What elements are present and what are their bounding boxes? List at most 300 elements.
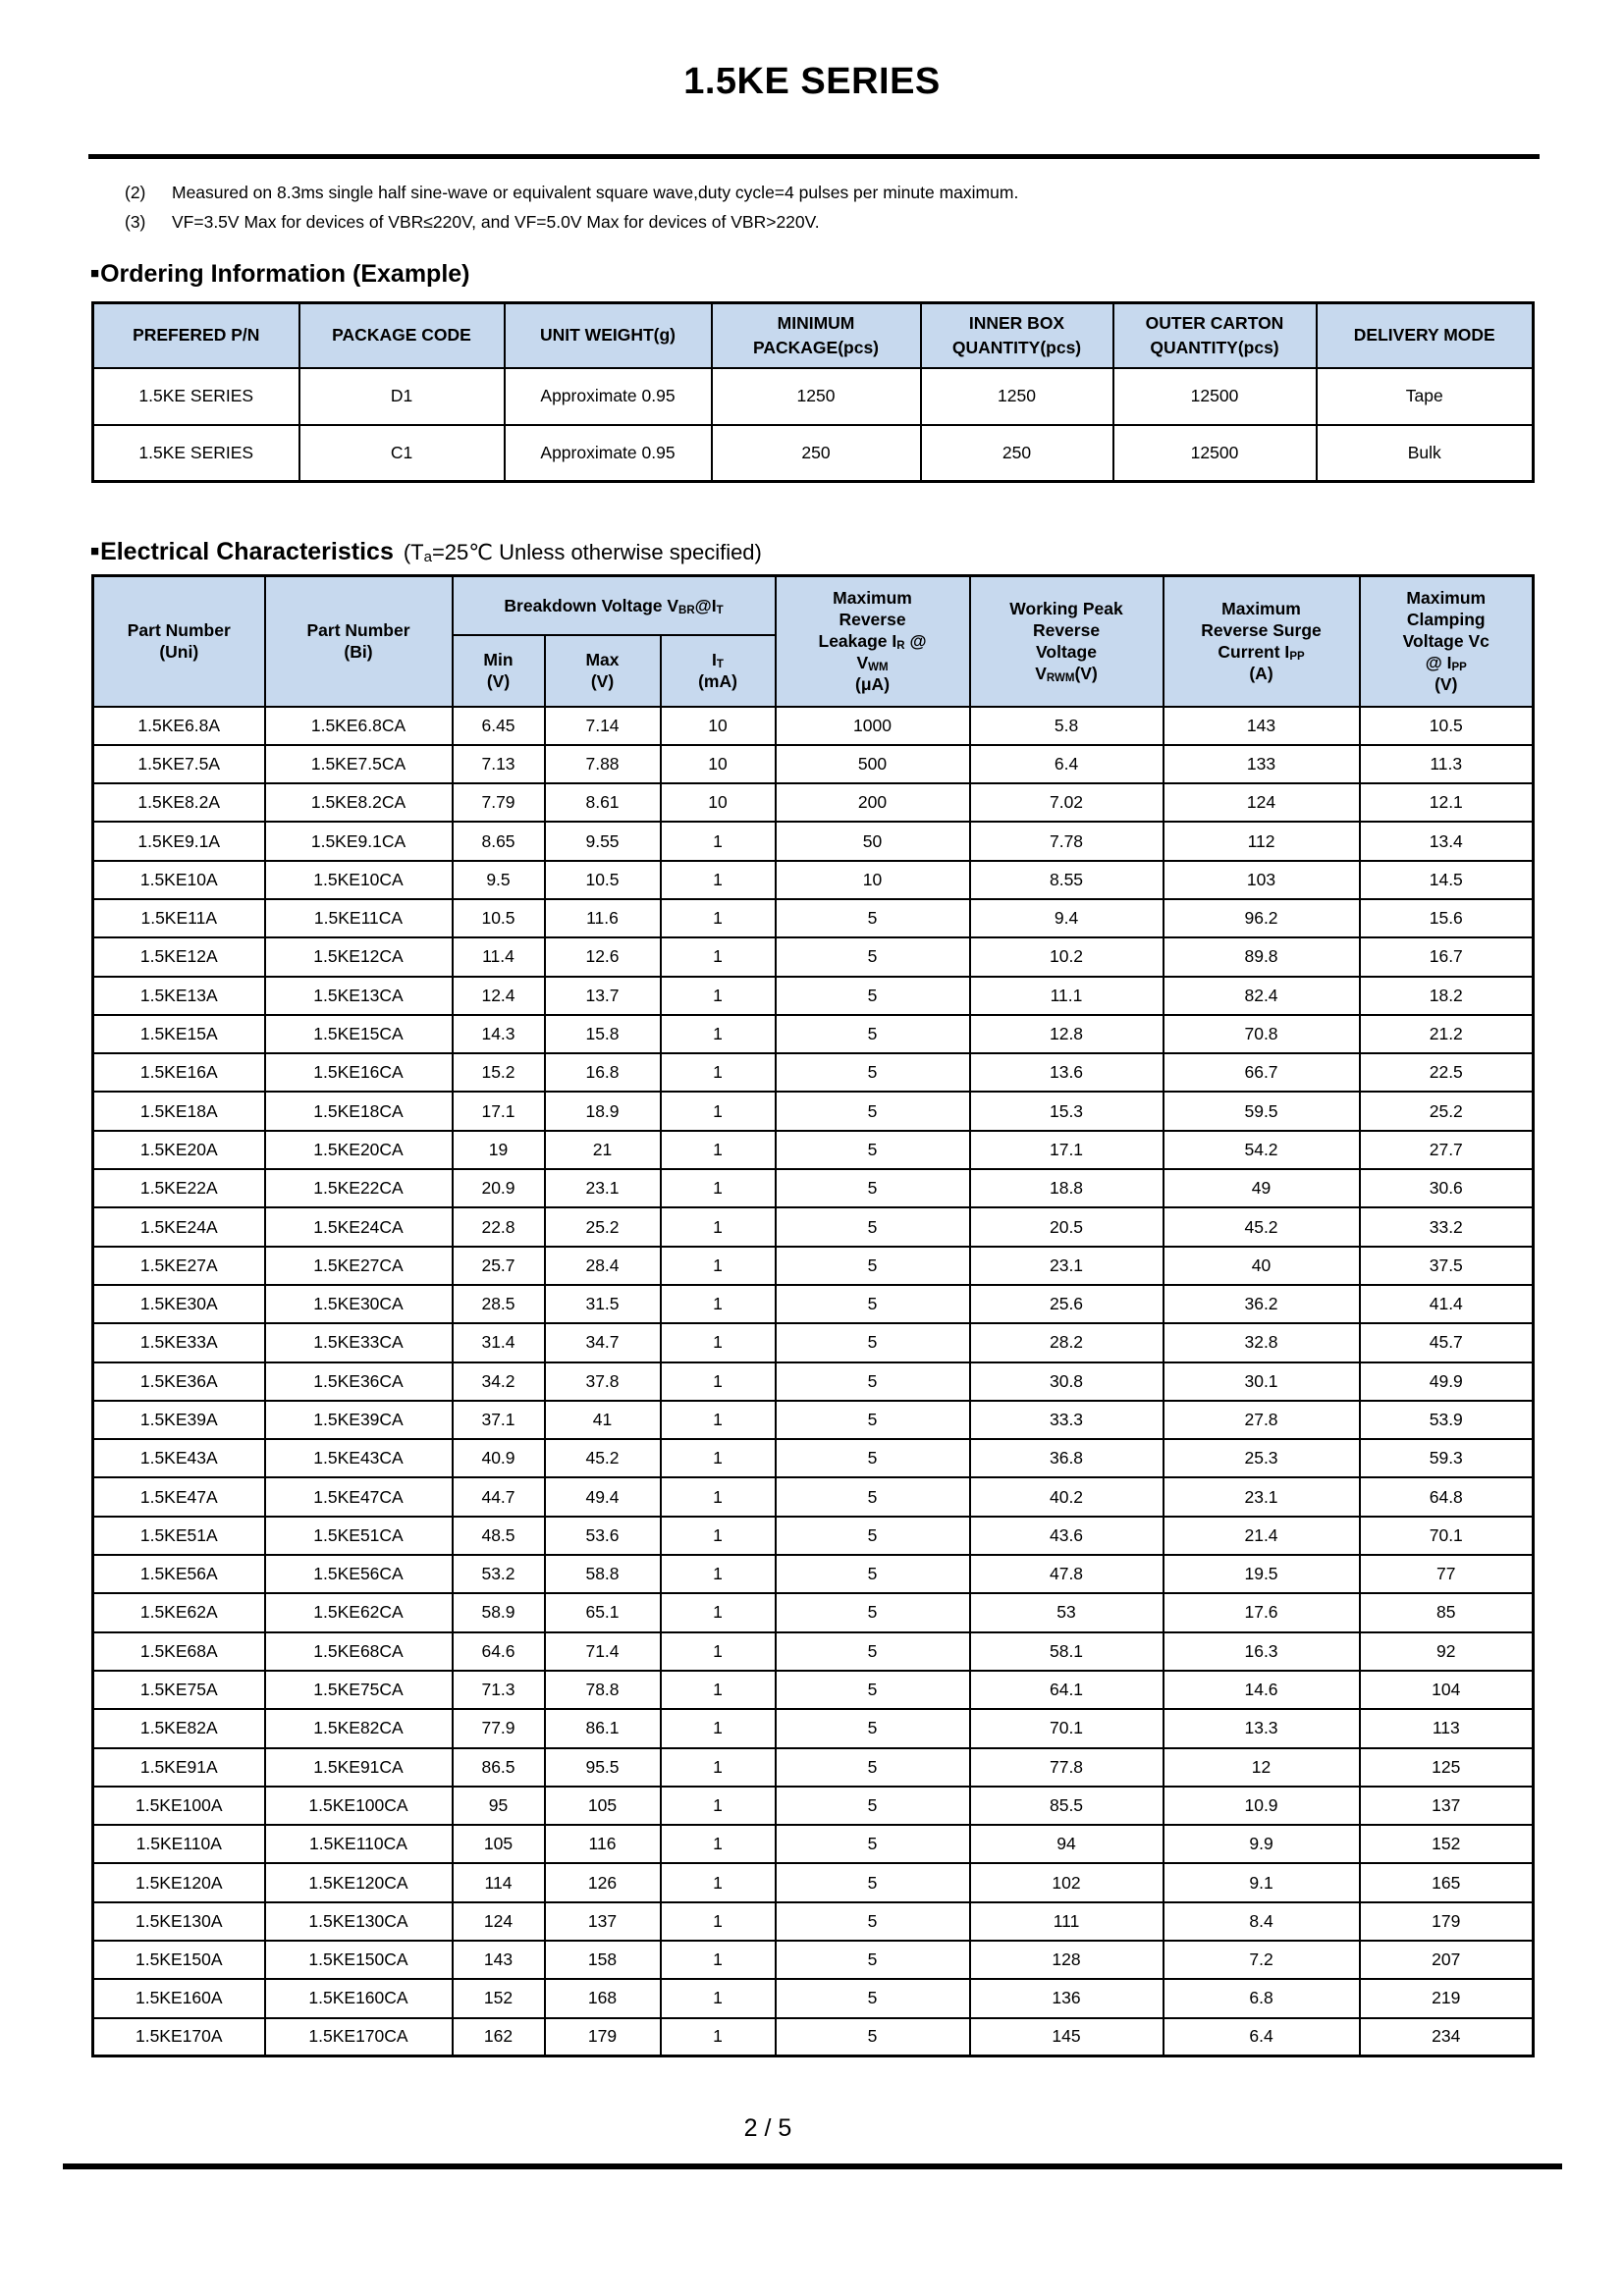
table-cell: 17.6 xyxy=(1164,1593,1360,1631)
table-cell: 11.3 xyxy=(1360,745,1534,783)
table-cell: 10 xyxy=(776,861,970,899)
table-cell: 1.5KE27A xyxy=(93,1247,265,1285)
table-cell: 5 xyxy=(776,1053,970,1092)
table-cell: 9.55 xyxy=(545,822,661,860)
electrical-table-row xyxy=(93,1053,1534,1092)
table-cell: 1 xyxy=(661,1247,776,1285)
table-cell: 143 xyxy=(453,1941,545,1979)
table-cell: 5 xyxy=(776,1401,970,1439)
table-cell: 36.2 xyxy=(1164,1285,1360,1323)
table-cell: 77 xyxy=(1360,1555,1534,1593)
col-header-inner-box-quantity: INNER BOX QUANTITY(pcs) xyxy=(921,303,1113,368)
table-cell: 44.7 xyxy=(453,1477,545,1516)
table-cell: 5 xyxy=(776,1825,970,1863)
table-cell: 86.5 xyxy=(453,1748,545,1787)
electrical-table-row xyxy=(93,1787,1534,1825)
table-cell: 5 xyxy=(776,1015,970,1053)
table-cell: D1 xyxy=(299,368,505,425)
table-cell: 1.5KE13CA xyxy=(265,977,453,1015)
table-cell: 5 xyxy=(776,1787,970,1825)
table-cell: 1.5KE30CA xyxy=(265,1285,453,1323)
table-cell: 53 xyxy=(970,1593,1164,1631)
table-cell: 54.2 xyxy=(1164,1131,1360,1169)
col-header-unit-weight: UNIT WEIGHT(g) xyxy=(505,303,712,368)
table-cell: 1.5KE22CA xyxy=(265,1169,453,1207)
table-cell: 1.5KE24A xyxy=(93,1207,265,1246)
col-header-breakdown-voltage: Breakdown Voltage $V_{BR}@I_T$ xyxy=(453,576,776,635)
section-heading-ordering xyxy=(90,260,470,289)
table-cell: 1 xyxy=(661,1092,776,1130)
table-cell: 70.1 xyxy=(1360,1517,1534,1555)
table-cell: 1 xyxy=(661,1131,776,1169)
table-cell: 5 xyxy=(776,1902,970,1941)
table-cell: 116 xyxy=(545,1825,661,1863)
table-cell: 143 xyxy=(1164,707,1360,745)
table-cell: 1.5KE20CA xyxy=(265,1131,453,1169)
table-cell: 14.3 xyxy=(453,1015,545,1053)
table-cell: 9.5 xyxy=(453,861,545,899)
table-cell: 1.5KE36CA xyxy=(265,1362,453,1401)
electrical-table-row xyxy=(93,1131,1534,1169)
title-rule xyxy=(88,154,1540,159)
table-cell: 136 xyxy=(970,1979,1164,2017)
table-cell: 5 xyxy=(776,937,970,976)
table-cell: 1.5KE33A xyxy=(93,1323,265,1362)
electrical-table-row xyxy=(93,707,1534,745)
table-cell: 1.5KE68CA xyxy=(265,1632,453,1671)
table-cell: 7.13 xyxy=(453,745,545,783)
electrical-table-row xyxy=(93,783,1534,822)
table-cell: 1.5KE130A xyxy=(93,1902,265,1941)
table-cell: 1.5KE12A xyxy=(93,937,265,976)
table-cell: 114 xyxy=(453,1863,545,1901)
table-cell: 1.5KE27CA xyxy=(265,1247,453,1285)
section-heading-text: Ordering Information (Example) xyxy=(100,260,470,288)
table-cell: 31.4 xyxy=(453,1323,545,1362)
table-cell: 16.7 xyxy=(1360,937,1534,976)
table-cell: 30.1 xyxy=(1164,1362,1360,1401)
table-cell: 65.1 xyxy=(545,1593,661,1631)
electrical-table-row xyxy=(93,1593,1534,1631)
table-cell: 36.8 xyxy=(970,1439,1164,1477)
table-cell: 124 xyxy=(1164,783,1360,822)
electrical-table-row xyxy=(93,1092,1534,1130)
table-cell: 1.5KE170CA xyxy=(265,2018,453,2056)
table-cell: 1 xyxy=(661,1979,776,2017)
col-header-working-peak-reverse-voltage: Working Peak Reverse Voltage $V_{RWM}(V)$ xyxy=(970,576,1164,707)
table-cell: 12 xyxy=(1164,1748,1360,1787)
table-cell: 1 xyxy=(661,861,776,899)
table-cell: 1.5KE47CA xyxy=(265,1477,453,1516)
table-cell: 8.61 xyxy=(545,783,661,822)
table-cell: 86.1 xyxy=(545,1709,661,1747)
electrical-table-row xyxy=(93,1863,1534,1901)
table-cell: 25.3 xyxy=(1164,1439,1360,1477)
note-number: (2) xyxy=(125,183,146,202)
table-cell: 40.2 xyxy=(970,1477,1164,1516)
electrical-table-row xyxy=(93,1285,1534,1323)
table-cell: 27.7 xyxy=(1360,1131,1534,1169)
table-cell: 1.5KE100CA xyxy=(265,1787,453,1825)
table-cell: 128 xyxy=(970,1941,1164,1979)
col-header-max-reverse-leakage: Maximum Reverse Leakage $I_R$ @ $V_{WM}$ (μA) xyxy=(776,576,970,707)
table-cell: 1.5KE SERIES xyxy=(93,425,299,482)
col-header-max: Max (V) xyxy=(545,635,661,707)
col-header-min: Min (V) xyxy=(453,635,545,707)
table-cell: 14.5 xyxy=(1360,861,1534,899)
table-cell: 1 xyxy=(661,899,776,937)
table-cell: 1.5KE51A xyxy=(93,1517,265,1555)
electrical-table-row xyxy=(93,1941,1534,1979)
col-header-minimum-package: MINIMUM PACKAGE(pcs) xyxy=(712,303,921,368)
table-cell: 207 xyxy=(1360,1941,1534,1979)
table-cell: 45.2 xyxy=(1164,1207,1360,1246)
table-cell: 12.1 xyxy=(1360,783,1534,822)
table-cell: 162 xyxy=(453,2018,545,2056)
note-text: Measured on 8.3ms single half sine-wave or equivalent square wave,duty cycle=4 pulses per minute maximum. xyxy=(172,183,1019,202)
table-cell: 89.8 xyxy=(1164,937,1360,976)
table-cell: 34.2 xyxy=(453,1362,545,1401)
table-cell: 53.9 xyxy=(1360,1401,1534,1439)
table-cell: 250 xyxy=(921,425,1113,482)
table-cell: 20.9 xyxy=(453,1169,545,1207)
table-cell: 1.5KE51CA xyxy=(265,1517,453,1555)
page-number: 2 / 5 xyxy=(743,2114,792,2142)
electrical-table-row xyxy=(93,1517,1534,1555)
table-cell: 5 xyxy=(776,2018,970,2056)
table-cell: 137 xyxy=(545,1902,661,1941)
table-cell: 1 xyxy=(661,2018,776,2056)
table-cell: 1 xyxy=(661,822,776,860)
table-cell: 92 xyxy=(1360,1632,1534,1671)
table-cell: 5 xyxy=(776,1555,970,1593)
table-cell: 12500 xyxy=(1113,368,1317,425)
table-cell: 13.6 xyxy=(970,1053,1164,1092)
table-cell: 94 xyxy=(970,1825,1164,1863)
table-cell: 33.3 xyxy=(970,1401,1164,1439)
electrical-table-row xyxy=(93,1207,1534,1246)
table-cell: 15.3 xyxy=(970,1092,1164,1130)
electrical-table-body xyxy=(93,707,1534,2056)
table-cell: 37.5 xyxy=(1360,1247,1534,1285)
table-cell: 18.2 xyxy=(1360,977,1534,1015)
table-cell: 1 xyxy=(661,937,776,976)
table-cell: 9.9 xyxy=(1164,1825,1360,1863)
table-cell: 22.5 xyxy=(1360,1053,1534,1092)
table-cell: 15.6 xyxy=(1360,899,1534,937)
table-cell: 12.6 xyxy=(545,937,661,976)
electrical-table-row xyxy=(93,1169,1534,1207)
note-text: VF=3.5V Max for devices of VBR≤220V, and VF=5.0V Max for devices of VBR>220V. xyxy=(172,212,820,232)
table-cell: 19.5 xyxy=(1164,1555,1360,1593)
table-cell: 1.5KE82CA xyxy=(265,1709,453,1747)
table-cell: 1 xyxy=(661,1593,776,1631)
table-cell: 5 xyxy=(776,899,970,937)
elec-header-row-top xyxy=(93,576,1534,635)
table-cell: 1 xyxy=(661,1053,776,1092)
table-cell: 152 xyxy=(453,1979,545,2017)
table-cell: 27.8 xyxy=(1164,1401,1360,1439)
electrical-table-row xyxy=(93,822,1534,860)
table-cell: 64.1 xyxy=(970,1671,1164,1709)
table-cell: 77.8 xyxy=(970,1748,1164,1787)
table-cell: 1.5KE20A xyxy=(93,1131,265,1169)
electrical-table-row xyxy=(93,2018,1534,2056)
table-cell: 112 xyxy=(1164,822,1360,860)
table-cell: 7.14 xyxy=(545,707,661,745)
table-cell: 33.2 xyxy=(1360,1207,1534,1246)
electrical-table-row xyxy=(93,1439,1534,1477)
table-cell: 1.5KE47A xyxy=(93,1477,265,1516)
table-cell: 53.2 xyxy=(453,1555,545,1593)
table-cell: 21.4 xyxy=(1164,1517,1360,1555)
table-cell: 45.2 xyxy=(545,1439,661,1477)
table-cell: 71.4 xyxy=(545,1632,661,1671)
table-cell: 31.5 xyxy=(545,1285,661,1323)
table-cell: 28.5 xyxy=(453,1285,545,1323)
table-cell: 1.5KE9.1A xyxy=(93,822,265,860)
note-item xyxy=(125,183,1018,203)
table-cell: Tape xyxy=(1317,368,1534,425)
table-cell: 1.5KE11A xyxy=(93,899,265,937)
table-cell: 165 xyxy=(1360,1863,1534,1901)
electrical-table-row xyxy=(93,745,1534,783)
table-cell: 5 xyxy=(776,1671,970,1709)
table-cell: 6.4 xyxy=(970,745,1164,783)
square-bullet-icon: ■ xyxy=(90,265,100,282)
electrical-table-row xyxy=(93,1902,1534,1941)
table-cell: 10.5 xyxy=(545,861,661,899)
table-cell: 5 xyxy=(776,1169,970,1207)
table-cell: 1.5KE6.8A xyxy=(93,707,265,745)
table-cell: 1 xyxy=(661,1555,776,1593)
table-cell: 179 xyxy=(545,2018,661,2056)
electrical-table-row xyxy=(93,1709,1534,1747)
table-cell: 78.8 xyxy=(545,1671,661,1709)
electrical-table-row xyxy=(93,977,1534,1015)
table-cell: 113 xyxy=(1360,1709,1534,1747)
table-cell: 1 xyxy=(661,1632,776,1671)
note-item xyxy=(125,212,1018,233)
table-cell: 10 xyxy=(661,707,776,745)
table-cell: 5 xyxy=(776,1709,970,1747)
table-cell: 1.5KE160A xyxy=(93,1979,265,2017)
table-cell: 23.1 xyxy=(970,1247,1164,1285)
table-cell: 49 xyxy=(1164,1169,1360,1207)
table-cell: 28.4 xyxy=(545,1247,661,1285)
table-cell: 6.4 xyxy=(1164,2018,1360,2056)
table-cell: 1.5KE120CA xyxy=(265,1863,453,1901)
table-cell: 1 xyxy=(661,1825,776,1863)
table-cell: 7.88 xyxy=(545,745,661,783)
table-cell: 70.1 xyxy=(970,1709,1164,1747)
table-cell: 1.5KE110A xyxy=(93,1825,265,1863)
table-cell: 1.5KE10A xyxy=(93,861,265,899)
table-cell: 1.5KE22A xyxy=(93,1169,265,1207)
table-cell: 53.6 xyxy=(545,1517,661,1555)
col-header-prefered-pn: PREFERED P/N xyxy=(93,303,299,368)
table-cell: 1.5KE91CA xyxy=(265,1748,453,1787)
table-cell: 7.02 xyxy=(970,783,1164,822)
table-cell: 23.1 xyxy=(1164,1477,1360,1516)
table-cell: 5 xyxy=(776,1863,970,1901)
ordering-table-row xyxy=(93,368,1534,425)
table-cell: 11.6 xyxy=(545,899,661,937)
table-cell: 1.5KE30A xyxy=(93,1285,265,1323)
table-cell: 1.5KE110CA xyxy=(265,1825,453,1863)
table-cell: 1.5KE6.8CA xyxy=(265,707,453,745)
table-cell: 85.5 xyxy=(970,1787,1164,1825)
table-cell: 10 xyxy=(661,745,776,783)
ordering-table-row xyxy=(93,425,1534,482)
table-cell: 6.45 xyxy=(453,707,545,745)
table-cell: 102 xyxy=(970,1863,1164,1901)
table-cell: 13.4 xyxy=(1360,822,1534,860)
electrical-table-row xyxy=(93,899,1534,937)
table-cell: 1 xyxy=(661,1285,776,1323)
table-cell: 21.2 xyxy=(1360,1015,1534,1053)
table-cell: 59.5 xyxy=(1164,1092,1360,1130)
table-cell: 1.5KE18CA xyxy=(265,1092,453,1130)
table-cell: 1.5KE24CA xyxy=(265,1207,453,1246)
electrical-table-row xyxy=(93,1555,1534,1593)
col-header-test-current: $I_T$ (mA) xyxy=(661,635,776,707)
electrical-table-row xyxy=(93,1323,1534,1362)
col-header-package-code: PACKAGE CODE xyxy=(299,303,505,368)
table-cell: 5 xyxy=(776,1247,970,1285)
ordering-header-row xyxy=(93,303,1534,368)
table-cell: 1 xyxy=(661,1941,776,1979)
table-cell: 10.5 xyxy=(453,899,545,937)
table-cell: 1 xyxy=(661,1902,776,1941)
square-bullet-icon: ■ xyxy=(90,543,100,560)
table-cell: 250 xyxy=(712,425,921,482)
col-header-max-clamping-voltage: Maximum Clamping Voltage Vc @ $I_{PP}$ (V) xyxy=(1360,576,1534,707)
table-cell: 16.8 xyxy=(545,1053,661,1092)
table-cell: 30.6 xyxy=(1360,1169,1534,1207)
table-cell: 21 xyxy=(545,1131,661,1169)
table-cell: 1.5KE9.1CA xyxy=(265,822,453,860)
table-cell: 1 xyxy=(661,1709,776,1747)
table-cell: 1.5KE36A xyxy=(93,1362,265,1401)
table-cell: 1.5KE39CA xyxy=(265,1401,453,1439)
table-cell: 25.2 xyxy=(1360,1092,1534,1130)
table-cell: 103 xyxy=(1164,861,1360,899)
table-cell: 5 xyxy=(776,1517,970,1555)
table-cell: 13.3 xyxy=(1164,1709,1360,1747)
table-cell: 125 xyxy=(1360,1748,1534,1787)
table-cell: 15.8 xyxy=(545,1015,661,1053)
electrical-table-row xyxy=(93,1477,1534,1516)
electrical-table-row xyxy=(93,1401,1534,1439)
note-number: (3) xyxy=(125,212,146,232)
table-cell: 18.8 xyxy=(970,1169,1164,1207)
table-cell: 82.4 xyxy=(1164,977,1360,1015)
table-cell: 1.5KE62CA xyxy=(265,1593,453,1631)
electrical-table-row xyxy=(93,1825,1534,1863)
table-cell: 8.4 xyxy=(1164,1902,1360,1941)
table-cell: 49.9 xyxy=(1360,1362,1534,1401)
table-cell: 1.5KE7.5CA xyxy=(265,745,453,783)
table-cell: 1.5KE75A xyxy=(93,1671,265,1709)
table-cell: 96.2 xyxy=(1164,899,1360,937)
table-cell: 5 xyxy=(776,1285,970,1323)
table-cell: 10.5 xyxy=(1360,707,1534,745)
table-cell: 34.7 xyxy=(545,1323,661,1362)
table-cell: 40 xyxy=(1164,1247,1360,1285)
table-cell: 5 xyxy=(776,1477,970,1516)
table-cell: 1.5KE130CA xyxy=(265,1902,453,1941)
table-cell: 64.8 xyxy=(1360,1477,1534,1516)
electrical-table-row xyxy=(93,1362,1534,1401)
table-cell: 43.6 xyxy=(970,1517,1164,1555)
table-cell: 1.5KE15CA xyxy=(265,1015,453,1053)
table-cell: 45.7 xyxy=(1360,1323,1534,1362)
table-cell: Approximate 0.95 xyxy=(505,425,712,482)
table-cell: 23.1 xyxy=(545,1169,661,1207)
table-cell: 85 xyxy=(1360,1593,1534,1631)
table-cell: 137 xyxy=(1360,1787,1534,1825)
table-cell: 95.5 xyxy=(545,1748,661,1787)
table-cell: 126 xyxy=(545,1863,661,1901)
table-cell: 124 xyxy=(453,1902,545,1941)
test-condition: ($T_a=25℃$ Unless otherwise specified) xyxy=(403,540,762,565)
col-header-max-reverse-surge-current: Maximum Reverse Surge Current $I_{PP}$ (A) xyxy=(1164,576,1360,707)
col-header-part-number-bi: Part Number (Bi) xyxy=(265,576,453,707)
col-header-delivery-mode: DELIVERY MODE xyxy=(1317,303,1534,368)
table-cell: 58.8 xyxy=(545,1555,661,1593)
table-cell: 1.5KE160CA xyxy=(265,1979,453,2017)
table-cell: 1.5KE170A xyxy=(93,2018,265,2056)
footer-rule xyxy=(63,2163,1562,2169)
table-cell: 47.8 xyxy=(970,1555,1164,1593)
table-cell: 145 xyxy=(970,2018,1164,2056)
table-cell: 50 xyxy=(776,822,970,860)
table-cell: 41.4 xyxy=(1360,1285,1534,1323)
table-cell: 1.5KE10CA xyxy=(265,861,453,899)
table-cell: 1.5KE SERIES xyxy=(93,368,299,425)
ordering-table-body xyxy=(93,368,1534,482)
table-cell: 71.3 xyxy=(453,1671,545,1709)
table-cell: 1 xyxy=(661,1517,776,1555)
table-cell: 1.5KE56A xyxy=(93,1555,265,1593)
table-cell: 1 xyxy=(661,1323,776,1362)
table-cell: 1 xyxy=(661,1362,776,1401)
table-cell: 22.8 xyxy=(453,1207,545,1246)
table-cell: 1 xyxy=(661,1671,776,1709)
table-cell: 1.5KE91A xyxy=(93,1748,265,1787)
table-cell: 168 xyxy=(545,1979,661,2017)
table-cell: 9.1 xyxy=(1164,1863,1360,1901)
table-cell: 1.5KE7.5A xyxy=(93,745,265,783)
table-cell: 105 xyxy=(545,1787,661,1825)
table-cell: 1 xyxy=(661,977,776,1015)
table-cell: 16.3 xyxy=(1164,1632,1360,1671)
electrical-table-row xyxy=(93,1015,1534,1053)
table-cell: 5 xyxy=(776,1439,970,1477)
table-cell: 1.5KE43A xyxy=(93,1439,265,1477)
table-cell: 12.4 xyxy=(453,977,545,1015)
table-cell: 133 xyxy=(1164,745,1360,783)
table-cell: 13.7 xyxy=(545,977,661,1015)
table-cell: 5 xyxy=(776,1632,970,1671)
table-cell: 14.6 xyxy=(1164,1671,1360,1709)
table-cell: 1 xyxy=(661,1863,776,1901)
table-cell: 64.6 xyxy=(453,1632,545,1671)
table-cell: 15.2 xyxy=(453,1053,545,1092)
table-cell: 7.2 xyxy=(1164,1941,1360,1979)
table-cell: 48.5 xyxy=(453,1517,545,1555)
